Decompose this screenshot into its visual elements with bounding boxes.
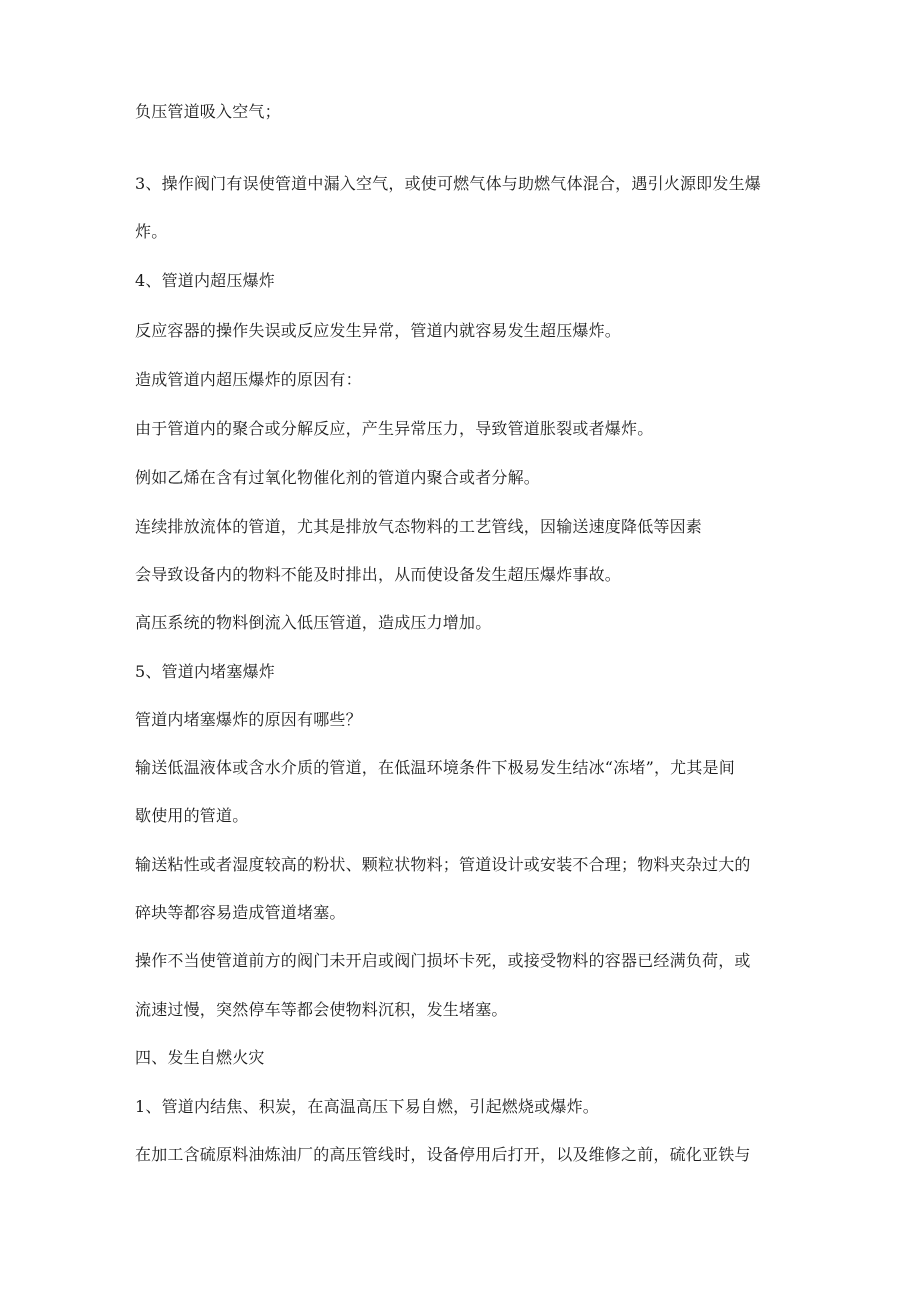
text-line: 3、操作阀门有误使管道中漏入空气，或使可燃气体与助燃气体混合，遇引火源即发生爆 xyxy=(135,174,761,193)
text-line: 在加工含硫原料油炼油厂的高压管线时，设备停用后打开，以及维修之前，硫化亚铁与 xyxy=(135,1145,751,1164)
text-line: 高压系统的物料倒流入低压管道，造成压力增加。 xyxy=(135,613,492,632)
section-heading: 5、管道内堵塞爆炸 xyxy=(135,662,275,681)
text-line: 操作不当使管道前方的阀门未开启或阀门损坏卡死，或接受物料的容器已经满负荷，或 xyxy=(135,951,751,970)
text-line: 炸。 xyxy=(135,222,168,241)
text-line: 流速过慢，突然停车等都会使物料沉积，发生堵塞。 xyxy=(135,1000,508,1019)
text-line: 1、管道内结焦、积炭，在高温高压下易自燃，引起燃烧或爆炸。 xyxy=(135,1097,599,1116)
text-line: 负压管道吸入空气； xyxy=(135,102,281,121)
text-line: 管道内堵塞爆炸的原因有哪些？ xyxy=(135,710,362,729)
section-heading: 4、管道内超压爆炸 xyxy=(135,271,275,290)
text-line: 连续排放流体的管道，尤其是排放气态物料的工艺管线，因输送速度降低等因素 xyxy=(135,517,703,536)
text-line: 会导致设备内的物料不能及时排出，从而使设备发生超压爆炸事故。 xyxy=(135,565,622,584)
text-line: 由于管道内的聚合或分解反应，产生异常压力，导致管道胀裂或者爆炸。 xyxy=(135,419,654,438)
text-line: 反应容器的操作失误或反应发生异常，管道内就容易发生超压爆炸。 xyxy=(135,321,622,340)
text-line: 输送粘性或者湿度较高的粉状、颗粒状物料；管道设计或安装不合理；物料夹杂过大的 xyxy=(135,855,751,874)
text-line: 碎块等都容易造成管道堵塞。 xyxy=(135,903,346,922)
section-heading: 四、发生自燃火灾 xyxy=(135,1048,265,1067)
text-line: 歇使用的管道。 xyxy=(135,806,249,825)
text-line: 造成管道内超压爆炸的原因有： xyxy=(135,370,362,389)
text-line: 输送低温液体或含水介质的管道，在低温环境条件下极易发生结冰“冻堵”，尤其是间 xyxy=(135,758,735,777)
text-line: 例如乙烯在含有过氧化物催化剂的管道内聚合或者分解。 xyxy=(135,468,541,487)
